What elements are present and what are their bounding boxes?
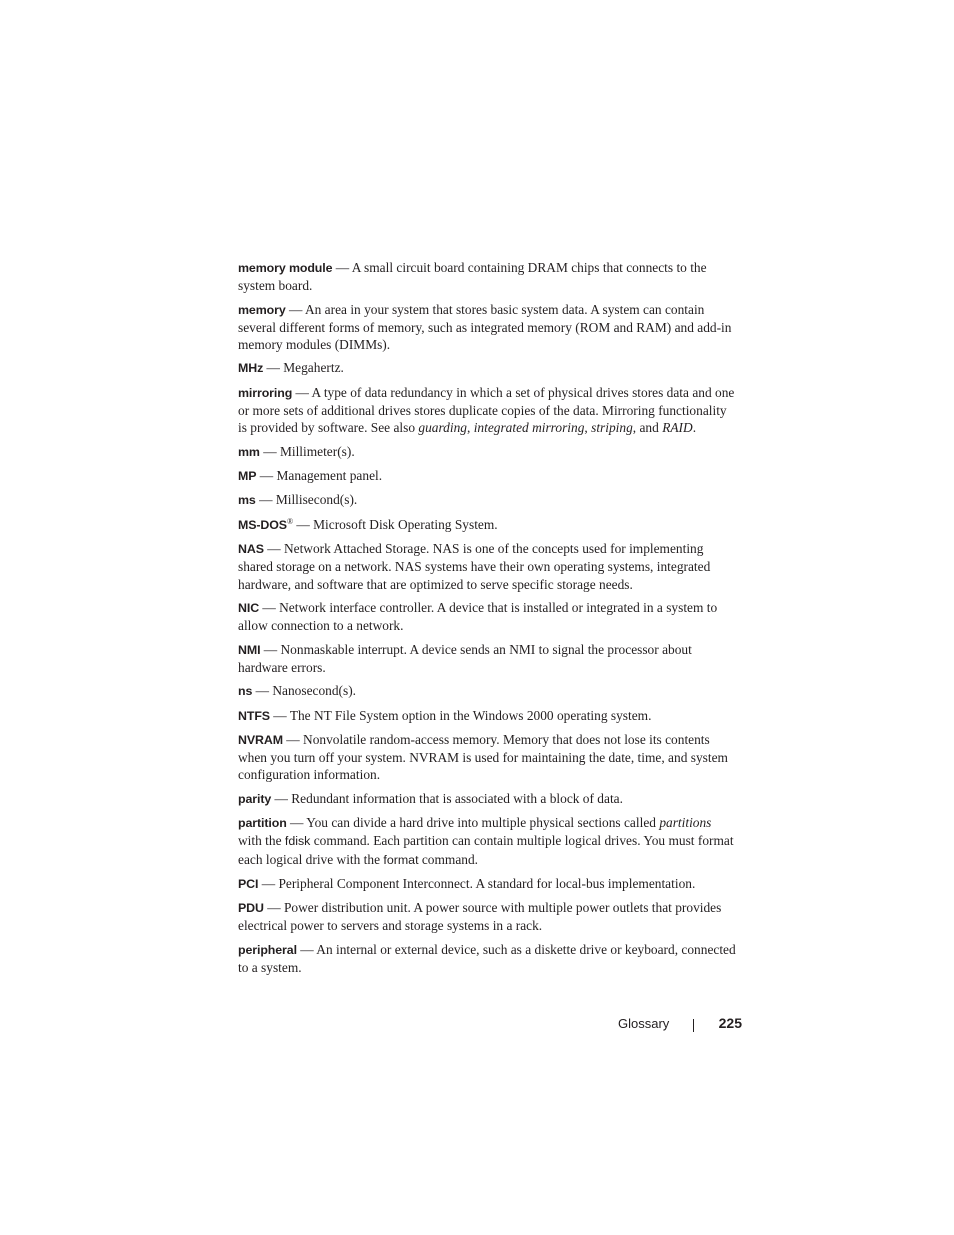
glossary-entry xyxy=(238,814,738,869)
definition-dash: — xyxy=(263,360,284,376)
definition-dash: — xyxy=(292,384,312,400)
definition-text: Power distribution unit. A power source with multiple power outlets that provides electrical power to servers and storage systems in a rack. xyxy=(238,900,722,934)
definition-text: Peripheral Component Interconnect. A standard for local-bus implementation. xyxy=(278,875,696,891)
definition-dash: — xyxy=(282,731,304,747)
definition-text: Network Attached Storage. NAS is one of the concepts used for implementing shared storage on a network. NAS systems have their own operating systems, integrated hardware, and software that are optimized to serve specific storage needs. xyxy=(238,541,711,592)
glossary-term: MS-DOS xyxy=(238,517,287,532)
definition-dash: — xyxy=(332,260,352,275)
page-footer xyxy=(560,1014,742,1034)
definition-text: Millimeter(s). xyxy=(279,443,355,459)
glossary-entry xyxy=(238,599,738,634)
footer-separator xyxy=(693,1019,694,1032)
glossary-term: NMI xyxy=(238,642,261,657)
glossary-entry xyxy=(238,790,738,808)
glossary-term: NAS xyxy=(238,542,264,557)
definition-text: Redundant information that is associated with a block of data. xyxy=(291,790,623,806)
definition-text: A type of data redundancy in which a set of physical drives stores data and one or more sets of additional drives stores duplicate copies of the data. Mirroring functionality is provided by software. See also xyxy=(238,384,735,436)
definition-text: Nanosecond(s). xyxy=(272,683,357,699)
glossary-entry xyxy=(238,491,738,509)
definition-dash: — xyxy=(259,599,280,615)
definition-text: command. xyxy=(418,851,479,867)
definition-dash: — xyxy=(255,492,276,508)
definition-dash: — xyxy=(271,790,292,806)
definition-text: Megahertz. xyxy=(283,360,344,376)
definition-text: Network interface controller. A device that is installed or integrated in a system to allow connection to a network. xyxy=(238,599,718,634)
definition-text: , and xyxy=(632,420,663,436)
glossary-term: MP xyxy=(238,468,257,483)
definition-dash: — xyxy=(252,683,273,699)
page-number: 225 xyxy=(718,1015,742,1031)
glossary-entry xyxy=(238,941,738,976)
definition-text: You can divide a hard drive into multiple physical sections called xyxy=(306,815,660,831)
glossary-term: PDU xyxy=(238,901,264,916)
glossary-term: parity xyxy=(238,791,272,806)
definition-text: Nonmaskable interrupt. A device sends an NMI to signal the processor about hardware errors. xyxy=(238,641,692,675)
command-name: format xyxy=(383,852,419,867)
definition-dash: — xyxy=(286,815,307,831)
glossary-entry xyxy=(238,516,738,534)
definition-text: Nonvolatile random-access memory. Memory that does not lose its contents when you turn off your system. NVRAM is used for maintaining the date, time, and system configuration information. xyxy=(238,731,728,783)
glossary-entry xyxy=(238,707,738,725)
definition-text: Millisecond(s). xyxy=(275,492,358,508)
glossary-term: mirroring xyxy=(238,385,293,400)
glossary-entry xyxy=(238,875,738,893)
definition-dash: — xyxy=(293,516,314,532)
definition-text: Microsoft Disk Operating System. xyxy=(313,516,498,532)
definition-text: , xyxy=(466,420,474,436)
definition-dash: — xyxy=(263,900,284,916)
definition-text: with the xyxy=(238,833,285,849)
registered-mark: ® xyxy=(286,516,294,526)
cross-reference-term: RAID xyxy=(662,420,693,436)
definition-dash: — xyxy=(259,443,280,459)
glossary-entry xyxy=(238,259,738,294)
footer-section-title: Glossary xyxy=(618,1016,670,1031)
definition-text: The NT File System option in the Windows 2000 operating system. xyxy=(289,707,652,723)
definition-dash: — xyxy=(256,467,277,483)
definition-text: A small circuit board containing DRAM chips that connects to the system board. xyxy=(238,260,707,294)
glossary-entry xyxy=(238,641,738,676)
glossary-entry xyxy=(238,467,738,485)
definition-dash: — xyxy=(269,707,290,723)
glossary-term: ms xyxy=(238,493,256,508)
definition-dash: — xyxy=(260,641,281,657)
definition-dash: — xyxy=(263,541,284,557)
definition-dash: — xyxy=(258,875,279,891)
definition-text: An internal or external device, such as a diskette drive or keyboard, connected to a system. xyxy=(238,941,736,976)
cross-reference-term: integrated mirroring xyxy=(473,420,585,436)
glossary-term: memory module xyxy=(238,261,333,275)
glossary-entry xyxy=(238,899,738,934)
glossary-entry xyxy=(238,682,738,700)
definition-dash: — xyxy=(296,941,317,957)
glossary-term: MHz xyxy=(238,361,264,376)
glossary-term: PCI xyxy=(238,876,259,891)
cross-reference-term: partitions xyxy=(659,815,712,831)
cross-reference-term: striping xyxy=(591,420,633,436)
cross-reference-term: guarding xyxy=(418,420,467,436)
command-name: fdisk xyxy=(284,834,311,849)
glossary-entry xyxy=(238,359,738,377)
definition-text: . xyxy=(692,420,697,436)
glossary-term: ns xyxy=(238,684,253,699)
definition-dash: — xyxy=(285,301,305,317)
glossary-entries xyxy=(238,259,738,982)
glossary-entry xyxy=(238,443,738,461)
glossary-term: NTFS xyxy=(238,708,270,723)
glossary-entry xyxy=(238,301,738,354)
glossary-term: partition xyxy=(238,816,287,831)
definition-text: command. Each partition can contain multiple logical drives. You must format each logical drive with the xyxy=(238,833,734,867)
glossary-entry xyxy=(238,384,738,437)
definition-text: Management panel. xyxy=(276,467,383,483)
glossary-term: mm xyxy=(238,444,260,459)
glossary-term: memory xyxy=(238,302,286,317)
definition-text: An area in your system that stores basic system data. A system can contain several different forms of memory, such as integrated memory (ROM and RAM) and add-in memory modules (DIMMs). xyxy=(238,301,732,352)
glossary-term: peripheral xyxy=(238,942,297,957)
glossary-entry xyxy=(238,731,738,784)
glossary-term: NVRAM xyxy=(238,732,283,747)
glossary-entry xyxy=(238,540,738,593)
definition-text: , xyxy=(584,420,592,436)
glossary-term: NIC xyxy=(238,600,260,615)
